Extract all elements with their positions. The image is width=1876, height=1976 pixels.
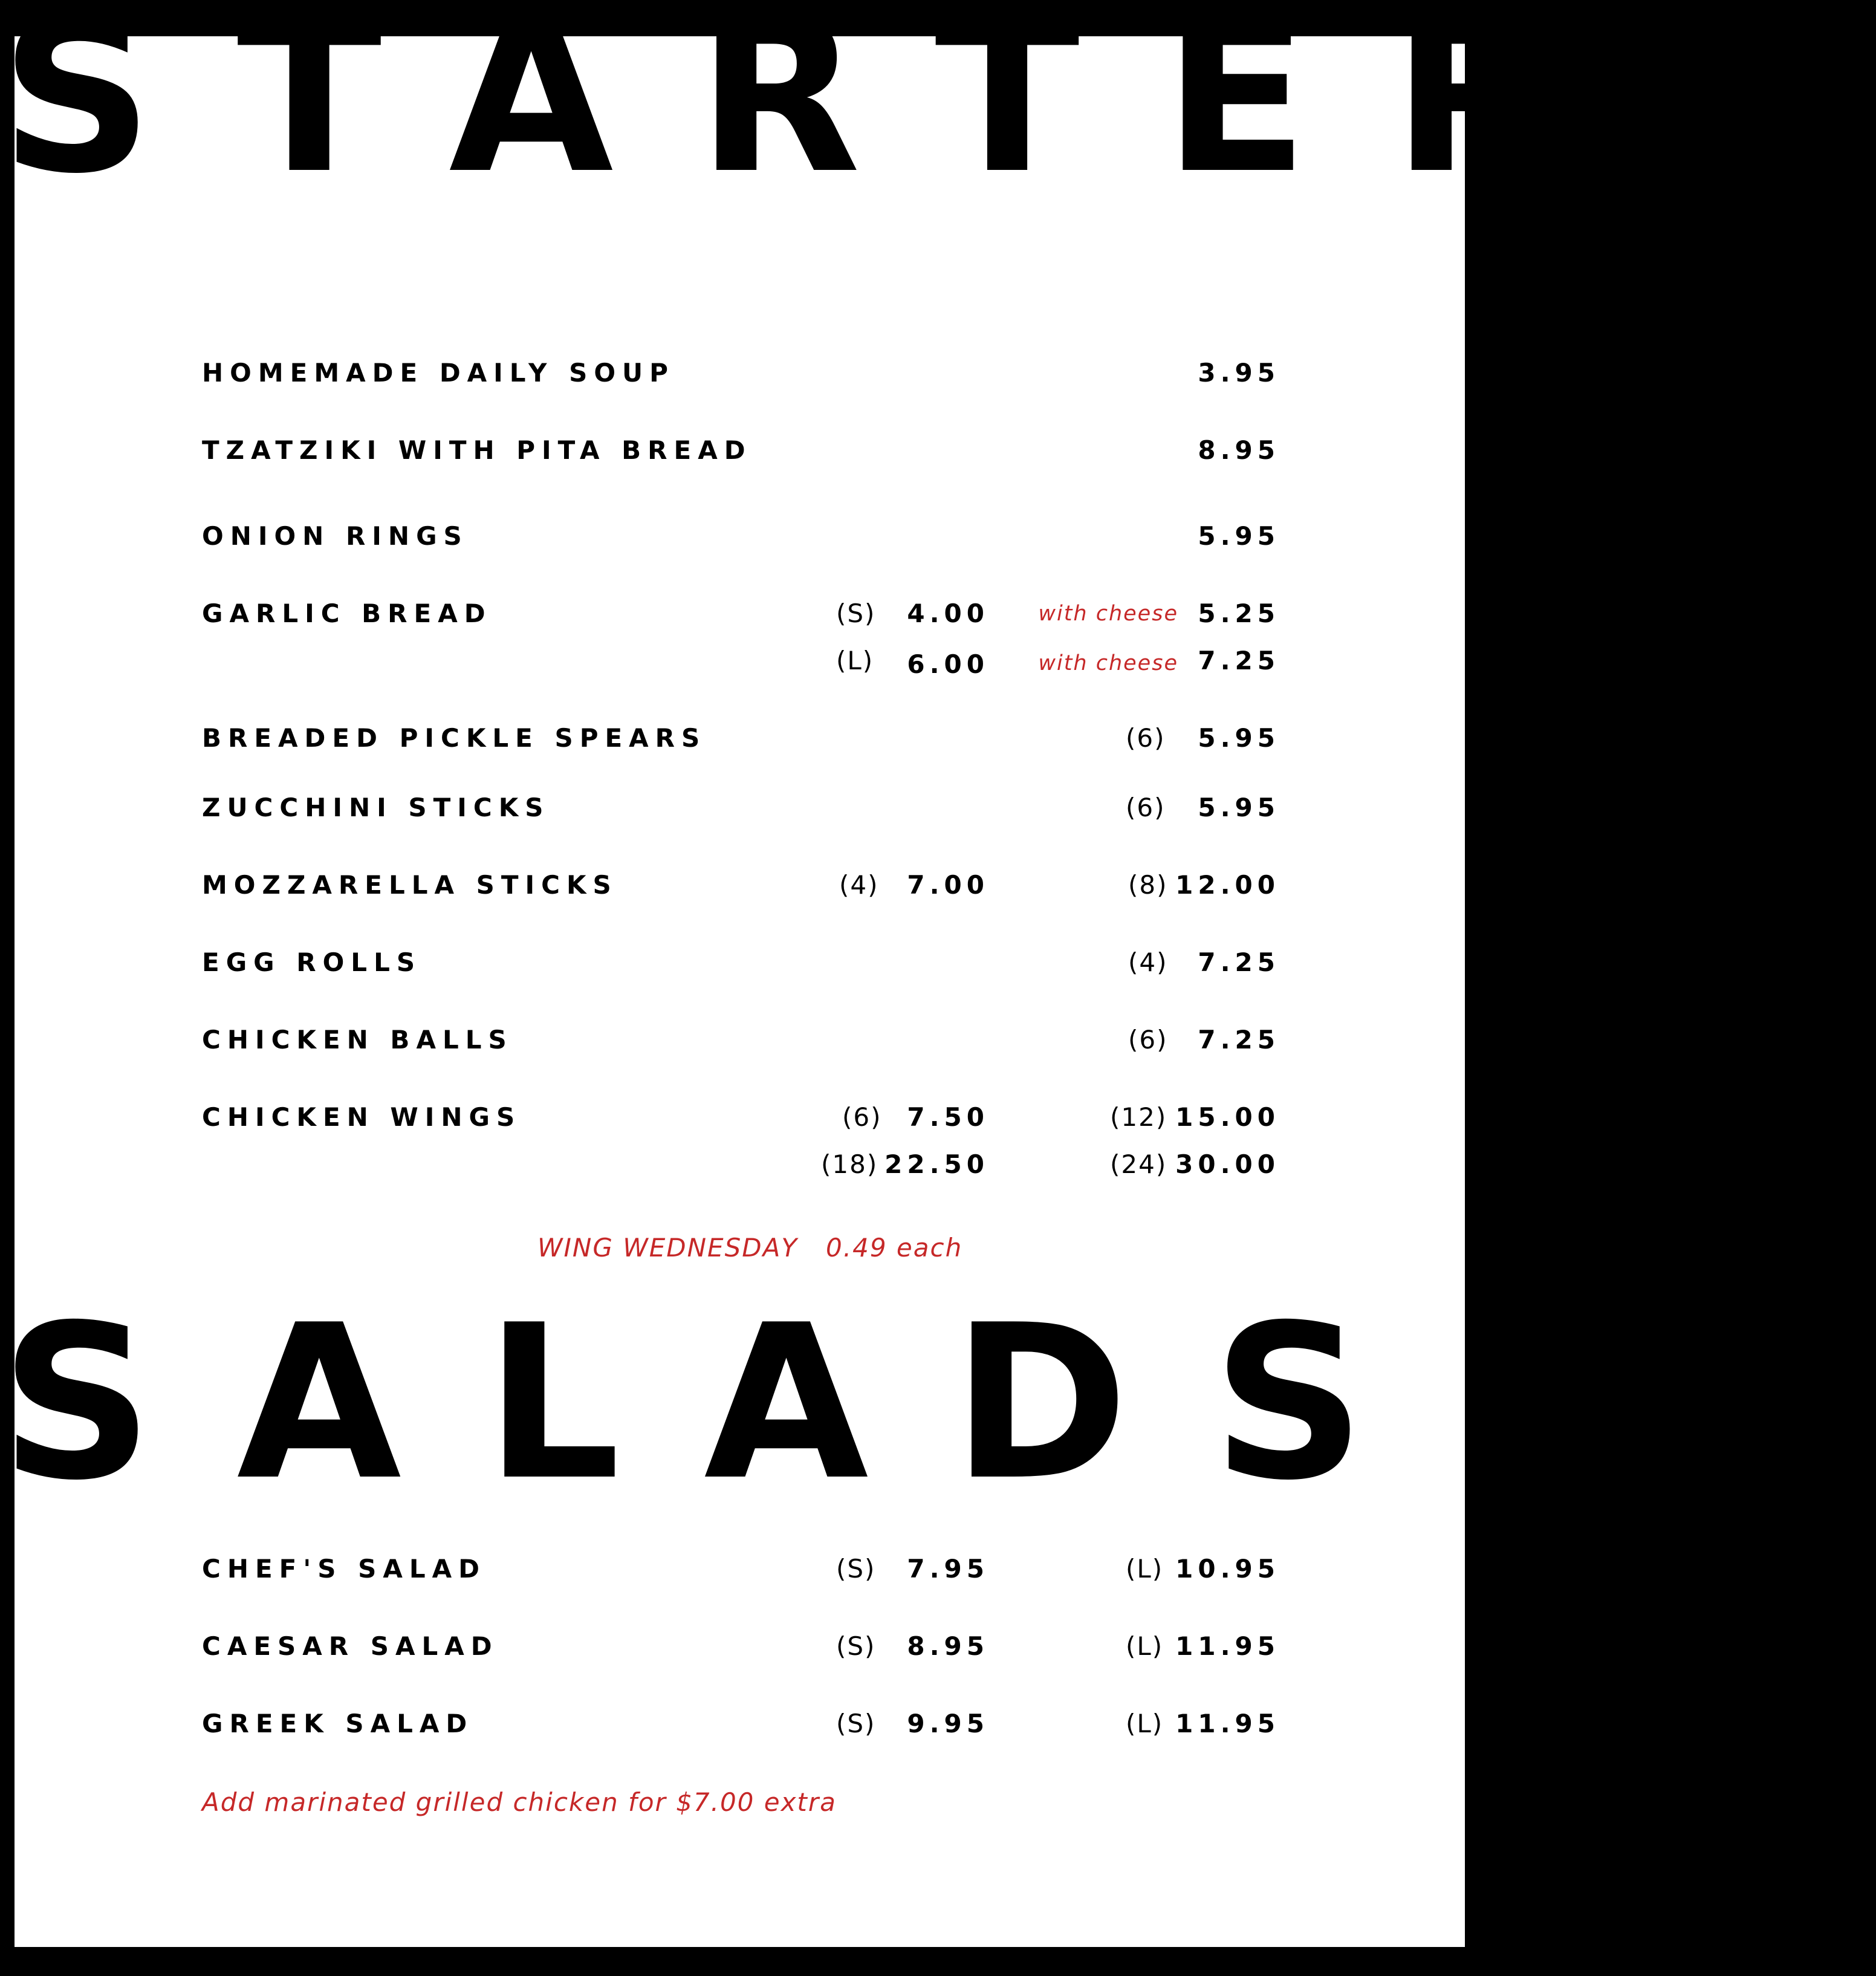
item-price: 4.00 [907, 599, 989, 628]
small-price: 8.95 [907, 1631, 989, 1661]
item-name-chicken-balls: CHICKEN BALLS [202, 1025, 513, 1055]
with-cheese-note: with cheese [1038, 602, 1178, 626]
frame-bottom-border [0, 1947, 1482, 1976]
item-name-breaded-pickle-spears: BREADED PICKLE SPEARS [202, 723, 707, 753]
item-name-greek-salad: GREEK SALAD [202, 1709, 474, 1738]
frame-left-border [0, 0, 15, 1976]
quantity-label: (8) [1128, 870, 1168, 900]
item-name-homemade-daily-soup: HOMEMADE DAILY SOUP [202, 358, 675, 388]
item-price: 12.00 [1175, 870, 1280, 900]
size-label: (S) [836, 1554, 876, 1584]
item-price: 6.00 [907, 649, 989, 679]
item-price: 7.50 [907, 1102, 989, 1132]
wing-wednesday-promo: WING WEDNESDAY 0.49 each [537, 1233, 963, 1263]
item-price: 5.95 [1198, 793, 1280, 822]
size-label: (L) [836, 646, 874, 675]
small-price: 7.95 [907, 1554, 989, 1584]
with-cheese-note: with cheese [1038, 651, 1178, 675]
item-price: 5.25 [1198, 599, 1280, 628]
item-price: 15.00 [1175, 1102, 1280, 1132]
quantity-label: (18) [821, 1149, 878, 1179]
item-price: 30.00 [1175, 1149, 1280, 1179]
quantity-label: (4) [839, 870, 879, 900]
item-name-zucchini-sticks: ZUCCHINI STICKS [202, 793, 550, 822]
starters-heading: STARTERS [0, 0, 1876, 221]
small-price: 9.95 [907, 1709, 989, 1738]
item-price-onion-rings: 5.95 [1198, 521, 1280, 551]
frame-right-border [1465, 0, 1482, 1976]
size-label: (L) [1126, 1631, 1164, 1661]
item-name-caesar-salad: CAESAR SALAD [202, 1631, 499, 1661]
quantity-label: (4) [1128, 947, 1168, 977]
item-name-mozzarella-sticks: MOZZARELLA STICKS [202, 870, 618, 900]
large-price: 11.95 [1175, 1709, 1280, 1738]
item-price: 5.95 [1198, 723, 1280, 753]
size-label: (S) [836, 1631, 876, 1661]
item-price-homemade-daily-soup: 3.95 [1198, 358, 1280, 388]
quantity-label: (24) [1110, 1149, 1167, 1179]
item-price: 7.25 [1198, 646, 1280, 675]
size-label: (L) [1126, 1709, 1164, 1738]
quantity-label: (12) [1110, 1102, 1167, 1132]
quantity-label: (6) [1126, 793, 1166, 822]
item-price: 7.25 [1198, 947, 1280, 977]
size-label: (S) [836, 599, 876, 628]
grilled-chicken-note: Add marinated grilled chicken for $7.00 extra [202, 1787, 837, 1817]
item-price: 7.00 [907, 870, 989, 900]
quantity-label: (6) [1128, 1025, 1168, 1055]
size-label: (L) [1126, 1554, 1164, 1584]
item-price: 22.50 [884, 1149, 989, 1179]
item-name-egg-rolls: EGG ROLLS [202, 947, 422, 977]
large-price: 10.95 [1175, 1554, 1280, 1584]
quantity-label: (6) [1126, 723, 1166, 753]
item-price-tzatziki: 8.95 [1198, 435, 1280, 465]
item-price: 7.25 [1198, 1025, 1280, 1055]
salads-heading: SALADS [0, 1279, 1449, 1527]
item-name-onion-rings: ONION RINGS [202, 521, 469, 551]
item-name-garlic-bread: GARLIC BREAD [202, 599, 492, 628]
item-name-tzatziki: TZATZIKI WITH PITA BREAD [202, 435, 752, 465]
quantity-label: (6) [842, 1102, 882, 1132]
large-price: 11.95 [1175, 1631, 1280, 1661]
item-name-chefs-salad: CHEF'S SALAD [202, 1554, 486, 1584]
item-name-chicken-wings: CHICKEN WINGS [202, 1102, 522, 1132]
size-label: (S) [836, 1709, 876, 1738]
